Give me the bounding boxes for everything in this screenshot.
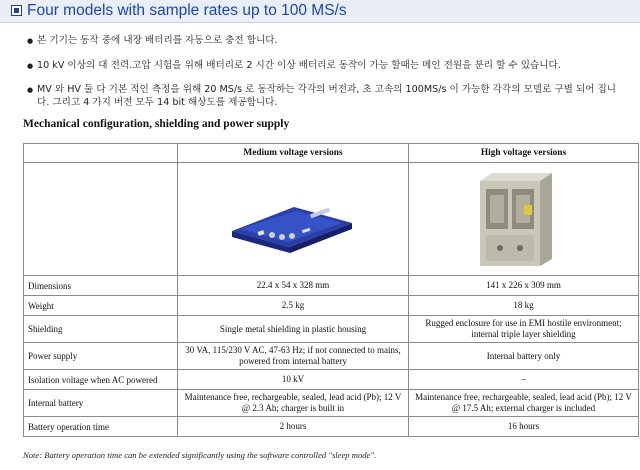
hv-device-image	[472, 171, 562, 271]
table-row	[24, 390, 639, 417]
mv-device-image	[178, 163, 409, 276]
mv-value: 22.4 x 54 x 328 mm	[178, 276, 409, 296]
row-label: Shielding	[24, 316, 178, 343]
table-row	[24, 370, 639, 390]
mv-value: 2.5 kg	[178, 296, 409, 316]
table-header-row	[24, 144, 639, 163]
mv-value: 30 VA, 115/230 V AC, 47-63 Hz; if not connected to mains, powered from internal battery	[178, 343, 409, 370]
table-header-mv: Medium voltage versions	[178, 144, 409, 163]
mv-value: Single metal shielding in plastic housing	[178, 316, 409, 343]
mv-device-image	[230, 193, 354, 253]
table-row-images	[24, 163, 639, 276]
square-bullet-icon	[11, 5, 22, 16]
hv-value: Rugged enclosure for use in EMI hostile environment; internal triple layer shielding	[409, 316, 639, 343]
spec-table	[23, 143, 639, 437]
mv-value: Maintenance free, rechargeable, sealed, lead acid (Pb); 12 V @ 2.3 Ah; charger is built in	[178, 390, 409, 417]
row-label: Dimensions	[24, 276, 178, 296]
image-row-label	[24, 163, 178, 276]
page-title: Four models with sample rates up to 100 MS/s	[27, 2, 347, 19]
row-label: Weight	[24, 296, 178, 316]
bullet-item: ● 10 kV 이상의 대 전력.고압 시험을 위해 배터리로 2 시간 이상 배터리로 동작이 가능 할때는 메인 전원을 분리 할 수 있습니다.	[27, 60, 561, 73]
table-row	[24, 276, 639, 296]
hv-value: 141 x 226 x 309 mm	[409, 276, 639, 296]
table-row	[24, 296, 639, 316]
row-label: Internal battery	[24, 390, 178, 417]
section-title: Mechanical configuration, shielding and power supply	[23, 118, 290, 130]
row-label: Power supply	[24, 343, 178, 370]
footnote: Note: Battery operation time can be extended significantly using the software controlled "sleep mode".	[23, 450, 377, 460]
mv-value: 10 kV	[178, 370, 409, 390]
hv-value: Internal battery only	[409, 343, 639, 370]
table-header-empty	[24, 144, 178, 163]
page-header	[0, 0, 640, 23]
hv-device-image	[409, 163, 639, 276]
bullet-item: ● 본 기기는 동작 중에 내장 배터리를 자동으로 충전 합니다.	[27, 35, 278, 48]
hv-value: Maintenance free, rechargeable, sealed, lead acid (Pb); 12 V @ 17.5 Ah; external charger is included	[409, 390, 639, 417]
row-label: Battery operation time	[24, 417, 178, 437]
hv-value: 16 hours	[409, 417, 639, 437]
hv-value: 18 kg	[409, 296, 639, 316]
bullet-item: ● MV 와 HV 둘 다 기본 적인 측정을 위해 20 MS/s 로 동작하는 각각의 버전과, 초 고속의 100MS/s 이 가능한 각각의 모델로 구별 되어 집니다. 그리고 4 가지 버전 모두 14 bit 해상도를 제공합니다.	[27, 84, 627, 109]
table-row	[24, 343, 639, 370]
table-header-hv: High voltage versions	[409, 144, 639, 163]
mv-value: 2 hours	[178, 417, 409, 437]
table-row	[24, 417, 639, 437]
row-label: Isolation voltage when AC powered	[24, 370, 178, 390]
table-row	[24, 316, 639, 343]
hv-value: –	[409, 370, 639, 390]
